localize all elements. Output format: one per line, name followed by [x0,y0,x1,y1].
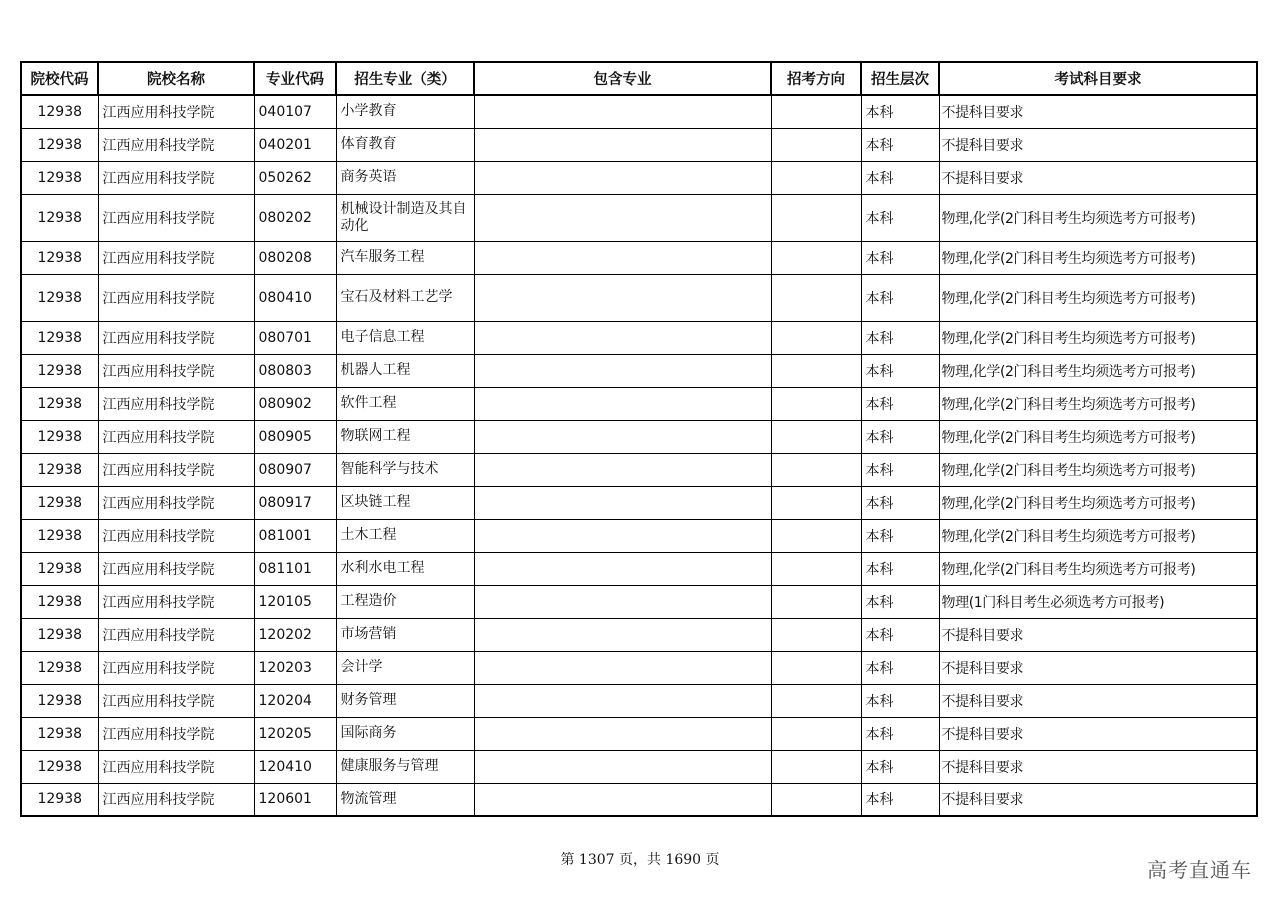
table-row [21,552,1257,585]
cell-subject-requirements: 物理,化学(2门科目考生均须选考方可报考) [939,420,1257,453]
cell-direction [771,585,861,618]
cell-level: 本科 [861,717,939,750]
cell-included-majors [474,321,771,354]
cell-major-code: 081101 [254,552,336,585]
table-row [21,354,1257,387]
cell-subject-requirements: 物理,化学(2门科目考生均须选考方可报考) [939,321,1257,354]
table-row [21,519,1257,552]
cell-school-code: 12938 [21,321,98,354]
table-row [21,274,1257,321]
cell-direction [771,684,861,717]
cell-major-name: 工程造价 [336,585,474,618]
cell-major-name: 电子信息工程 [336,321,474,354]
cell-included-majors [474,519,771,552]
cell-major-name: 财务管理 [336,684,474,717]
cell-included-majors [474,651,771,684]
cell-subject-requirements: 物理(1门科目考生必须选考方可报考) [939,585,1257,618]
cell-level: 本科 [861,274,939,321]
cell-major-code: 080907 [254,453,336,486]
cell-major-name: 体育教育 [336,128,474,161]
table-row [21,420,1257,453]
cell-major-code: 120204 [254,684,336,717]
cell-level: 本科 [861,585,939,618]
cell-level: 本科 [861,194,939,241]
cell-included-majors [474,453,771,486]
cell-major-name: 土木工程 [336,519,474,552]
cell-major-code: 081001 [254,519,336,552]
table-row [21,321,1257,354]
cell-major-name: 智能科学与技术 [336,453,474,486]
table-row [21,717,1257,750]
cell-major-code: 120203 [254,651,336,684]
cell-subject-requirements: 不提科目要求 [939,95,1257,128]
watermark-logo-text: 高考直通车 [1147,858,1252,882]
cell-direction [771,717,861,750]
cell-major-code: 080208 [254,241,336,274]
cell-included-majors [474,618,771,651]
cell-direction [771,128,861,161]
cell-school-code: 12938 [21,387,98,420]
cell-included-majors [474,486,771,519]
cell-level: 本科 [861,486,939,519]
cell-school-code: 12938 [21,651,98,684]
cell-subject-requirements: 不提科目要求 [939,684,1257,717]
table-row [21,750,1257,783]
cell-direction [771,241,861,274]
cell-direction [771,618,861,651]
cell-direction [771,321,861,354]
cell-subject-requirements: 物理,化学(2门科目考生均须选考方可报考) [939,486,1257,519]
cell-direction [771,552,861,585]
cell-school-name: 江西应用科技学院 [98,651,254,684]
cell-included-majors [474,717,771,750]
cell-direction [771,519,861,552]
cell-subject-requirements: 不提科目要求 [939,618,1257,651]
cell-level: 本科 [861,783,939,816]
cell-major-name: 宝石及材料工艺学 [336,274,474,321]
cell-subject-requirements: 不提科目要求 [939,783,1257,816]
cell-school-name: 江西应用科技学院 [98,783,254,816]
cell-school-name: 江西应用科技学院 [98,552,254,585]
table-body [21,95,1257,816]
cell-included-majors [474,387,771,420]
cell-major-code: 040107 [254,95,336,128]
cell-level: 本科 [861,453,939,486]
table-header-row [21,62,1257,95]
cell-level: 本科 [861,354,939,387]
cell-level: 本科 [861,519,939,552]
cell-level: 本科 [861,420,939,453]
table-row [21,387,1257,420]
admissions-table [20,61,1258,817]
cell-major-code: 120202 [254,618,336,651]
header-major-name: 招生专业（类） [336,62,474,95]
cell-subject-requirements: 物理,化学(2门科目考生均须选考方可报考) [939,241,1257,274]
cell-major-name: 机器人工程 [336,354,474,387]
cell-subject-requirements: 物理,化学(2门科目考生均须选考方可报考) [939,453,1257,486]
cell-included-majors [474,128,771,161]
cell-school-name: 江西应用科技学院 [98,321,254,354]
cell-school-code: 12938 [21,552,98,585]
cell-school-code: 12938 [21,684,98,717]
cell-level: 本科 [861,241,939,274]
cell-direction [771,420,861,453]
cell-major-name: 区块链工程 [336,486,474,519]
cell-school-name: 江西应用科技学院 [98,717,254,750]
cell-subject-requirements: 物理,化学(2门科目考生均须选考方可报考) [939,194,1257,241]
cell-direction [771,750,861,783]
cell-school-code: 12938 [21,354,98,387]
cell-subject-requirements: 不提科目要求 [939,161,1257,194]
cell-school-name: 江西应用科技学院 [98,585,254,618]
cell-direction [771,387,861,420]
cell-included-majors [474,241,771,274]
cell-major-name: 机械设计制造及其自动化 [336,194,474,241]
header-school-code: 院校代码 [21,62,98,95]
header-school-name: 院校名称 [98,62,254,95]
cell-subject-requirements: 物理,化学(2门科目考生均须选考方可报考) [939,387,1257,420]
cell-level: 本科 [861,750,939,783]
cell-level: 本科 [861,95,939,128]
cell-subject-requirements: 不提科目要求 [939,128,1257,161]
cell-school-code: 12938 [21,420,98,453]
cell-direction [771,274,861,321]
cell-level: 本科 [861,128,939,161]
cell-school-name: 江西应用科技学院 [98,420,254,453]
cell-school-name: 江西应用科技学院 [98,354,254,387]
cell-direction [771,95,861,128]
cell-major-name: 市场营销 [336,618,474,651]
table-row [21,684,1257,717]
cell-direction [771,161,861,194]
cell-major-code: 080803 [254,354,336,387]
cell-included-majors [474,585,771,618]
table-row [21,194,1257,241]
table-row [21,161,1257,194]
cell-school-name: 江西应用科技学院 [98,241,254,274]
cell-included-majors [474,161,771,194]
header-included-majors: 包含专业 [474,62,771,95]
cell-major-name: 水利水电工程 [336,552,474,585]
cell-school-code: 12938 [21,585,98,618]
cell-school-code: 12938 [21,486,98,519]
cell-major-name: 物联网工程 [336,420,474,453]
cell-subject-requirements: 物理,化学(2门科目考生均须选考方可报考) [939,274,1257,321]
admissions-table-sheet [20,61,1256,817]
cell-level: 本科 [861,552,939,585]
cell-major-name: 会计学 [336,651,474,684]
cell-level: 本科 [861,161,939,194]
cell-direction [771,354,861,387]
cell-level: 本科 [861,321,939,354]
cell-major-code: 120410 [254,750,336,783]
cell-included-majors [474,354,771,387]
table-row [21,95,1257,128]
cell-school-code: 12938 [21,194,98,241]
cell-level: 本科 [861,651,939,684]
cell-school-name: 江西应用科技学院 [98,684,254,717]
cell-school-name: 江西应用科技学院 [98,519,254,552]
cell-school-name: 江西应用科技学院 [98,128,254,161]
cell-school-code: 12938 [21,95,98,128]
cell-major-code: 080202 [254,194,336,241]
cell-major-code: 120205 [254,717,336,750]
table-row [21,585,1257,618]
cell-included-majors [474,783,771,816]
cell-major-code: 080701 [254,321,336,354]
cell-major-code: 080410 [254,274,336,321]
cell-school-name: 江西应用科技学院 [98,750,254,783]
header-level: 招生层次 [861,62,939,95]
table-row [21,241,1257,274]
table-row [21,486,1257,519]
cell-major-name: 小学教育 [336,95,474,128]
cell-school-code: 12938 [21,783,98,816]
table-row [21,128,1257,161]
cell-direction [771,651,861,684]
cell-school-name: 江西应用科技学院 [98,453,254,486]
cell-school-name: 江西应用科技学院 [98,161,254,194]
cell-included-majors [474,750,771,783]
cell-direction [771,486,861,519]
cell-major-code: 040201 [254,128,336,161]
header-direction: 招考方向 [771,62,861,95]
cell-school-code: 12938 [21,241,98,274]
cell-school-name: 江西应用科技学院 [98,194,254,241]
cell-school-code: 12938 [21,128,98,161]
cell-school-name: 江西应用科技学院 [98,618,254,651]
cell-subject-requirements: 物理,化学(2门科目考生均须选考方可报考) [939,354,1257,387]
cell-major-code: 080902 [254,387,336,420]
cell-included-majors [474,420,771,453]
cell-included-majors [474,552,771,585]
table-row [21,618,1257,651]
cell-school-code: 12938 [21,750,98,783]
cell-school-code: 12938 [21,161,98,194]
cell-major-name: 商务英语 [336,161,474,194]
table-row [21,453,1257,486]
header-major-code: 专业代码 [254,62,336,95]
cell-major-code: 080917 [254,486,336,519]
cell-subject-requirements: 物理,化学(2门科目考生均须选考方可报考) [939,552,1257,585]
cell-direction [771,194,861,241]
cell-major-code: 080905 [254,420,336,453]
cell-level: 本科 [861,684,939,717]
cell-school-name: 江西应用科技学院 [98,387,254,420]
cell-included-majors [474,684,771,717]
cell-subject-requirements: 不提科目要求 [939,651,1257,684]
cell-major-code: 050262 [254,161,336,194]
cell-school-name: 江西应用科技学院 [98,274,254,321]
cell-included-majors [474,274,771,321]
cell-direction [771,453,861,486]
header-subject-requirements: 考试科目要求 [939,62,1257,95]
cell-subject-requirements: 不提科目要求 [939,717,1257,750]
table-row [21,651,1257,684]
cell-major-name: 物流管理 [336,783,474,816]
cell-school-code: 12938 [21,453,98,486]
page-number: 第 1307 页，共 1690 页 [560,852,720,868]
cell-major-name: 健康服务与管理 [336,750,474,783]
cell-subject-requirements: 物理,化学(2门科目考生均须选考方可报考) [939,519,1257,552]
table-row [21,783,1257,816]
cell-major-name: 汽车服务工程 [336,241,474,274]
cell-direction [771,783,861,816]
cell-subject-requirements: 不提科目要求 [939,750,1257,783]
cell-included-majors [474,95,771,128]
cell-major-code: 120105 [254,585,336,618]
cell-school-code: 12938 [21,618,98,651]
cell-school-code: 12938 [21,519,98,552]
cell-school-name: 江西应用科技学院 [98,486,254,519]
cell-level: 本科 [861,387,939,420]
cell-school-code: 12938 [21,274,98,321]
cell-school-name: 江西应用科技学院 [98,95,254,128]
cell-major-code: 120601 [254,783,336,816]
cell-major-name: 软件工程 [336,387,474,420]
cell-included-majors [474,194,771,241]
cell-school-code: 12938 [21,717,98,750]
cell-level: 本科 [861,618,939,651]
cell-major-name: 国际商务 [336,717,474,750]
